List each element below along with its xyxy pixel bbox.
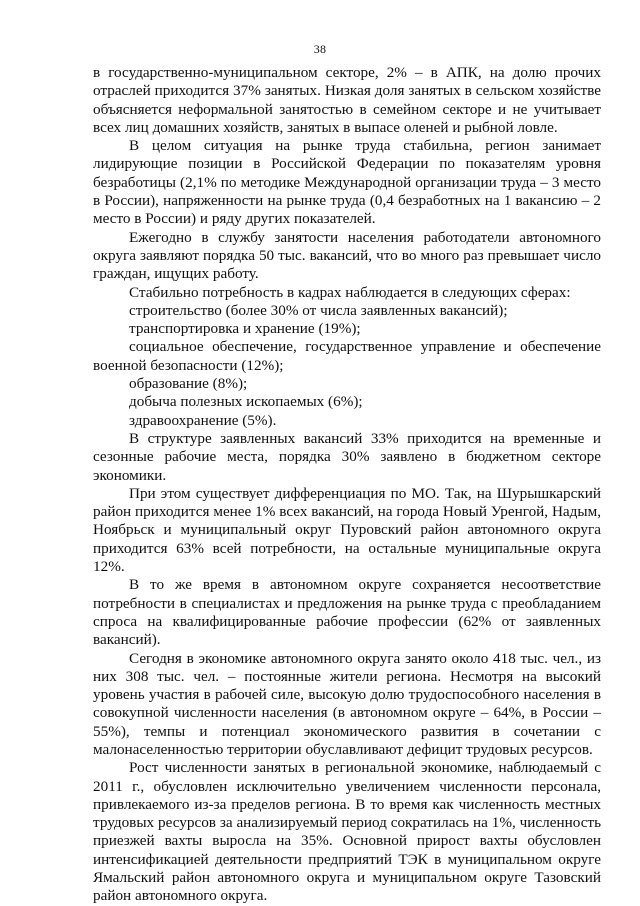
page-number: 38 xyxy=(313,42,327,56)
list-item-social-government: социальное обеспечение, государственное управление и обеспечение военной безопасности (12%); xyxy=(93,338,601,374)
paragraph-employment-growth: Рост численности занятых в региональной экономике, наблюдаемый с 2011 г., обусловлен исключительно увеличением численности персонала, привлекаемого из-за пределов региона. В то время как численность местных трудовых ресурсов за анализируемый период сократилась на 1%, численность приезжей вахты выросла на 35%. Основной прирост вахты обусловлен интенсификацией деятельности предприятий ТЭК в муниципальном округе Ямальский район автономного округа и муниципальном округе Тазовский район автономного округа. xyxy=(93,759,601,905)
list-item-healthcare: здравоохранение (5%). xyxy=(129,411,277,429)
document-body xyxy=(93,64,601,906)
paragraph-labor-market-situation: В целом ситуация на рынке труда стабильна, регион занимает лидирующие позиции в Российской Федерации по показателям уровня безработицы (2,1% по методике Международной организации труда – 3 место в России), напряженности на рынке труда (0,4 безработных на 1 вакансию – 2 место в России) и ряду других показателей. xyxy=(93,137,601,228)
paragraph-employment-volume: Сегодня в экономике автономного округа занято около 418 тыс. чел., из них 308 тыс. чел. – постоянные жители региона. Несмотря на высокий уровень участия в рабочей силе, высокую долю трудоспособного населения в совокупной численности населения (в автономном округе – 64%, в России – 55%), темпы и потенциал экономического развития в сочетании с малонаселенностью территории обуславливают дефицит трудовых ресурсов. xyxy=(93,649,601,758)
paragraph-vacancies-volume: Ежегодно в службу занятости населения работодатели автономного округа заявляют порядка 50 тыс. вакансий, что во много раз превышает число граждан, ищущих работу. xyxy=(93,228,601,283)
paragraph-vacancy-structure: В структуре заявленных вакансий 33% приходится на временные и сезонные рабочие места, порядка 30% заявлено в бюджетном секторе экономики. xyxy=(93,429,601,484)
paragraph-demand-intro: Стабильно потребность в кадрах наблюдается в следующих сферах: xyxy=(129,283,571,301)
list-item-construction: строительство (более 30% от числа заявленных вакансий); xyxy=(129,301,508,319)
list-item-education: образование (8%); xyxy=(129,375,248,393)
paragraph-employment-structure: в государственно-муниципальном секторе, 2% – в АПК, на долю прочих отраслей приходится 37% занятых. Низкая доля занятых в сельском хозяйстве объясняется неформальной занятостью в семейном секторе и не учитывает всех лиц домашних хозяйств, занятых в выпасе оленей и рыбной ловле. xyxy=(93,64,601,136)
paragraph-skills-mismatch: В то же время в автономном округе сохраняется несоответствие потребности в специалистах и предложения на рынке труда с преобладанием спроса на квалифицированные рабочие профессии (62% от заявленных вакансий). xyxy=(93,576,601,649)
list-item-mining: добыча полезных ископаемых (6%); xyxy=(129,393,363,411)
list-item-transport-storage: транспортировка и хранение (19%); xyxy=(129,320,361,338)
paragraph-municipal-differentiation: При этом существует дифференциация по МО. Так, на Шурышкарский район приходится менее 1% всех вакансий, на города Новый Уренгой, Надым, Ноябрьск и муниципальный округ Пуровский район автономного округа приходится 63% всей потребности, на остальные муниципальные округа 12%. xyxy=(93,484,601,576)
